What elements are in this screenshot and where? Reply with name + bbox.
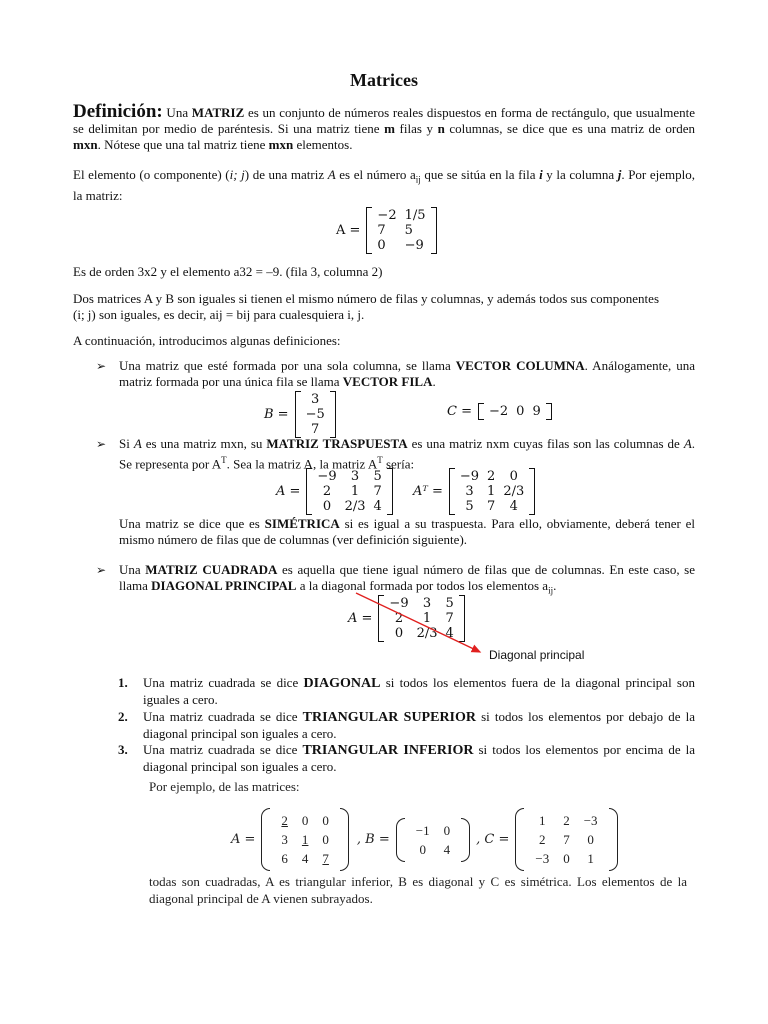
element-text: y la columna [542,167,618,182]
bullet-arrow-icon: ➢ [96,563,107,577]
matrix-cell: 7 [311,422,320,437]
symmetric-text: Una matriz se dice que es [119,516,265,531]
matrix-cell: 3 [465,484,474,499]
matrix-label: Aᵀ = [413,484,443,499]
matrix-cell: 3 [350,469,360,484]
matrix-cell: 5 [465,499,474,514]
matrix-label: , B = [356,832,390,847]
element-matrix-name: A [327,167,336,182]
square-matrix-term: MATRIZ CUADRADA [145,562,278,577]
matrix-cell: 4 [445,626,454,641]
matrix-cell: 0 [443,822,451,838]
element-ij: i; j [229,167,245,182]
element-text: . Por ejemplo, la matriz: [73,167,695,203]
bullet-text: es una matriz nxm cuyas filas son las columnas de [407,436,684,451]
matrix-cell: 5 [404,223,413,238]
element-text: que se sitúa en la fila [420,167,540,182]
matrix-cell: −9 [389,596,409,611]
matrix-cell: 0 [322,499,332,514]
matrix-cell: 1 [422,611,432,626]
bullet-arrow-icon: ➢ [96,359,107,373]
main-diagonal-term: DIAGONAL PRINCIPAL [151,578,297,593]
example-matrix-C [515,808,617,871]
matrix-cell: 0 [419,841,426,857]
page-title: Matrices [350,70,418,90]
matrix-cell: 2 [322,484,332,499]
list-text: Una matriz cuadrada se dice [143,709,303,724]
matrix-cell: 3 [281,832,288,847]
list-number: 1. [118,675,128,690]
definition-order: mxn [268,137,294,152]
matrix-cell: 2/3 [503,484,525,499]
intro-sentence: A continuación, introducimos algunas definiciones: [73,333,341,348]
bullet-text: Si [119,436,134,451]
matrix-cell: 0 [509,469,518,484]
transpose-superscript: T [221,455,227,465]
matrix-cell: 0 [301,813,309,828]
definition-text: columnas, se dice que es una matriz de orden [444,121,695,136]
matrix-cell: 7 [373,484,382,499]
matrix-cell: 2 [281,813,288,828]
matrix-cell: 7 [377,223,386,238]
element-text: ) de una matriz [244,167,328,182]
example-conclusion: todas son cuadradas, A es triangular inferior, B es diagonal y C es simétrica. Los elementos de la diagonal principal de A vienen subrayados. [149,874,687,906]
matrix-cell: 0 [516,404,525,419]
bullet-text: . [553,578,557,593]
element-subscript: ij [415,174,421,185]
bullet-text: sería: [382,456,415,472]
matrix-cell: 1 [301,832,309,847]
bullet-text: . Sea la matriz A, la matriz A [226,456,378,472]
matrix-cell: 0 [394,626,404,641]
matrix-cell: 1 [487,484,496,499]
matrix-cell: 1/5 [404,208,426,223]
matrix-cell: 2 [563,813,570,828]
matrix-cell: 0 [587,832,594,847]
list-text: Una matriz cuadrada se dice [143,675,304,690]
matrix-name: A [133,436,142,451]
matrix-label: B = [264,407,289,422]
definition-text: filas y [394,121,438,136]
matrix-cell: −5 [305,407,325,422]
matrix-cell: 0 [322,813,329,828]
matrix-label: A = [348,611,373,626]
equality-line: Dos matrices A y B son iguales si tienen el mismo número de filas y columnas, y además todos sus componentes [73,291,659,306]
matrix-cell: 9 [532,404,541,419]
list-text: si todos los elementos fuera de la diagonal principal son iguales a cero. [143,675,695,707]
example-matrix-A [261,808,349,871]
definition-heading: Definición: [73,101,163,122]
list-item-lower-triangular [143,742,695,775]
matrix-cell: 2/3 [416,626,438,641]
list-number: 3. [118,742,128,757]
matrix-cell: −9 [404,238,424,253]
matrix-name: A [683,436,692,451]
matrix-cell: 7 [445,611,454,626]
list-term: TRIANGULAR SUPERIOR [302,710,477,725]
matrix-label: , C = [476,832,510,847]
definition-n: n [437,121,445,136]
bullet-text: . [432,374,436,389]
matrix-label: A = [336,223,361,238]
example-intro: Por ejemplo, de las matrices: [149,779,300,794]
matrix-cell: −2 [488,404,509,419]
definition-term: MATRIZ [191,105,245,120]
matrix-cell: 2/3 [344,499,366,514]
example-matrix-B [396,818,470,862]
element-text: es el número a [335,167,416,182]
element-i: i [539,167,543,182]
matrix-cell: 7 [563,832,570,847]
matrix-cell: 2 [394,611,404,626]
matrix-cell: 2 [487,469,496,484]
matrix-label: A = [231,832,256,847]
definition-text: Una [162,105,192,120]
matrix-cell: 1 [350,484,360,499]
matrix-cell: 5 [445,596,454,611]
matrix-cell: −3 [535,851,550,866]
matrix-cell: 2 [539,832,546,847]
bullet-text: . Análogamente, una matriz formada por una única fila se llama [119,358,695,389]
matrix-label: A = [276,484,301,499]
list-number: 2. [118,709,128,724]
definition-text: elementos. [293,137,353,152]
bullet-text: Una matriz que esté formada por una sola columna, se llama [119,358,456,373]
matrix-cell: 4 [443,841,451,857]
matrix-cell: 0 [322,832,329,847]
element-subscript: ij [548,585,554,596]
vector-row-term: VECTOR FILA [342,374,433,389]
list-term: DIAGONAL [303,676,381,691]
matrix-cell: 7 [322,851,329,866]
matrix-cell: 4 [301,851,309,866]
matrix-cell: 3 [422,596,432,611]
matrix-cell: −9 [459,469,480,484]
matrix-cell: 3 [311,392,320,407]
equality-line: (i; j) son iguales, es decir, aij = bij para cualesquiera i, j. [73,307,365,322]
matrix-cell: 0 [563,851,570,866]
bullet-text: a la diagonal formada por todos los elementos a [296,578,549,593]
matrix-cell: 7 [487,499,496,514]
vector-column-term: VECTOR COLUMNA [455,358,585,373]
matrix-cell: 4 [509,499,518,514]
matrix-cell: −2 [377,208,397,223]
bullet-text: Una [119,562,146,577]
matrix-cell: 0 [377,238,386,253]
matrix-cell: −1 [415,822,430,838]
element-j: j [617,167,622,182]
matrix-cell: 1 [587,851,594,866]
list-term: TRIANGULAR INFERIOR [302,743,474,758]
definition-text: . Nótese que una tal matriz tiene [97,137,269,152]
matrix-cell: 4 [373,499,382,514]
list-item-diagonal [143,675,695,708]
list-text: si todos los elementos por encima de la diagonal principal son iguales a cero. [143,742,696,774]
list-text: si todos los elementos por debajo de la diagonal principal son iguales a cero. [143,709,695,741]
bullet-text: . Se representa por A [119,436,696,472]
bullet-arrow-icon: ➢ [96,437,107,451]
diagonal-annotation: Diagonal principal [489,648,585,662]
symmetric-term: SIMÉTRICA [264,516,340,531]
matrix-cell: 1 [539,813,546,828]
matrix-cell: 6 [281,851,288,866]
definition-m: m [384,121,395,136]
list-item-upper-triangular [143,709,695,742]
bullet-text: es una matriz mxn, su [141,436,267,451]
bullet-text: es aquella que tiene igual número de filas que de columnas. En este caso, se llama [119,562,695,593]
symmetric-text: si es igual a su traspuesta. Para ello, obviamente, deberá tener el mismo número de filas que de columnas (ver definición siguiente). [119,516,695,547]
list-text: Una matriz cuadrada se dice [143,742,303,757]
matrix-label: C = [447,404,472,419]
element-text: El elemento (o componente) ( [73,167,230,182]
matrix-cell: −9 [317,469,337,484]
example-matrices-row [231,808,618,871]
transpose-superscript: T [377,455,383,465]
matrix-cell: 5 [373,469,382,484]
matrix-cell: −3 [583,813,598,828]
order-sentence: Es de orden 3x2 y el elemento a32 = –9. (fila 3, columna 2) [73,264,383,279]
definition-order: mxn [73,137,98,152]
definition-text: es un conjunto de números reales dispuestos en forma de rectángulo, que usualmente se delimitan por medio de paréntesis. Si una matriz tiene [73,105,695,136]
transpose-term: MATRIZ TRASPUESTA [266,436,408,451]
